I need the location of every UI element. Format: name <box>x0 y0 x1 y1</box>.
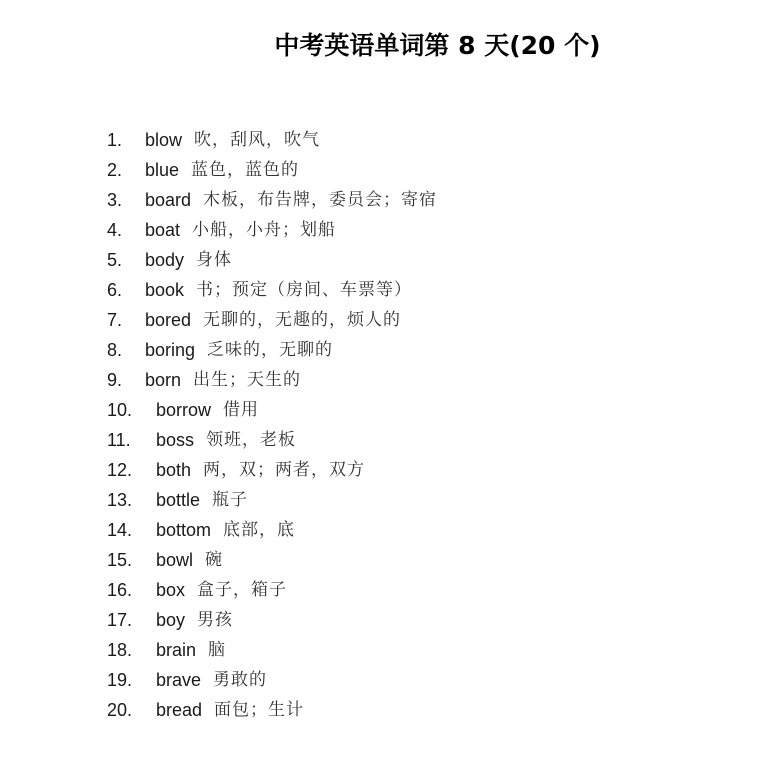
english-word: bored <box>145 310 192 330</box>
chinese-meaning: 吹，刮风，吹气 <box>194 130 321 150</box>
list-item <box>107 425 437 455</box>
list-item <box>107 635 437 665</box>
english-word: book <box>145 280 185 300</box>
list-item <box>107 305 437 335</box>
list-item <box>107 335 437 365</box>
item-number: 17. <box>107 610 133 630</box>
english-word: bowl <box>156 550 194 570</box>
item-number: 13. <box>107 490 133 510</box>
chinese-meaning: 男孩 <box>197 610 234 630</box>
item-number: 15. <box>107 550 133 570</box>
chinese-meaning: 身体 <box>196 250 233 270</box>
chinese-meaning: 借用 <box>223 400 260 420</box>
english-word: bottle <box>156 490 201 510</box>
item-number: 14. <box>107 520 133 540</box>
chinese-meaning: 勇敢的 <box>213 670 268 690</box>
english-word: board <box>145 190 192 210</box>
list-item <box>107 365 437 395</box>
item-number: 11. <box>107 430 131 450</box>
item-number: 19. <box>107 670 133 690</box>
english-word: boy <box>156 610 186 630</box>
chinese-meaning: 书；预定（房间、车票等） <box>196 280 413 300</box>
list-item <box>107 155 437 185</box>
item-number: 18. <box>107 640 133 660</box>
chinese-meaning: 两，双；两者，双方 <box>203 460 366 480</box>
list-item <box>107 485 437 515</box>
list-item <box>107 215 437 245</box>
english-word: body <box>145 250 185 270</box>
english-word: both <box>156 460 192 480</box>
english-word: brain <box>156 640 197 660</box>
list-item <box>107 275 437 305</box>
item-number: 6. <box>107 280 123 300</box>
chinese-meaning: 领班，老板 <box>206 430 297 450</box>
chinese-meaning: 盒子，箱子 <box>197 580 288 600</box>
item-number: 16. <box>107 580 133 600</box>
chinese-meaning: 底部，底 <box>223 520 296 540</box>
chinese-meaning: 小船，小舟；划船 <box>192 220 337 240</box>
item-number: 7. <box>107 310 123 330</box>
item-number: 2. <box>107 160 123 180</box>
list-item <box>107 515 437 545</box>
list-item <box>107 125 437 155</box>
english-word: blue <box>145 160 180 180</box>
chinese-meaning: 瓶子 <box>212 490 249 510</box>
item-number: 20. <box>107 700 133 720</box>
english-word: brave <box>156 670 202 690</box>
english-word: blow <box>145 130 183 150</box>
item-number: 4. <box>107 220 123 240</box>
chinese-meaning: 蓝色，蓝色的 <box>191 160 300 180</box>
english-word: born <box>145 370 182 390</box>
list-item <box>107 665 437 695</box>
item-number: 8. <box>107 340 123 360</box>
english-word: bread <box>156 700 203 720</box>
chinese-meaning: 乏味的，无聊的 <box>207 340 334 360</box>
item-number: 9. <box>107 370 123 390</box>
chinese-meaning: 无聊的，无趣的，烦人的 <box>203 310 402 330</box>
chinese-meaning: 碗 <box>205 550 224 570</box>
page-title: 中考英语单词第 8 天(20 个) <box>274 31 601 60</box>
list-item <box>107 545 437 575</box>
chinese-meaning: 出生；天生的 <box>193 370 302 390</box>
chinese-meaning: 木板，布告牌，委员会；寄宿 <box>203 190 438 210</box>
english-word: boring <box>145 340 196 360</box>
list-item <box>107 575 437 605</box>
chinese-meaning: 脑 <box>208 640 227 660</box>
chinese-meaning: 面包；生计 <box>214 700 305 720</box>
english-word: boss <box>156 430 195 450</box>
item-number: 1. <box>107 130 123 150</box>
list-item <box>107 455 437 485</box>
item-number: 10. <box>107 400 133 420</box>
english-word: boat <box>145 220 181 240</box>
item-number: 3. <box>107 190 123 210</box>
vocabulary-list <box>107 125 437 725</box>
list-item <box>107 245 437 275</box>
list-item <box>107 185 437 215</box>
list-item <box>107 605 437 635</box>
english-word: bottom <box>156 520 212 540</box>
item-number: 5. <box>107 250 123 270</box>
list-item <box>107 695 437 725</box>
english-word: borrow <box>156 400 212 420</box>
item-number: 12. <box>107 460 133 480</box>
english-word: box <box>156 580 186 600</box>
list-item <box>107 395 437 425</box>
